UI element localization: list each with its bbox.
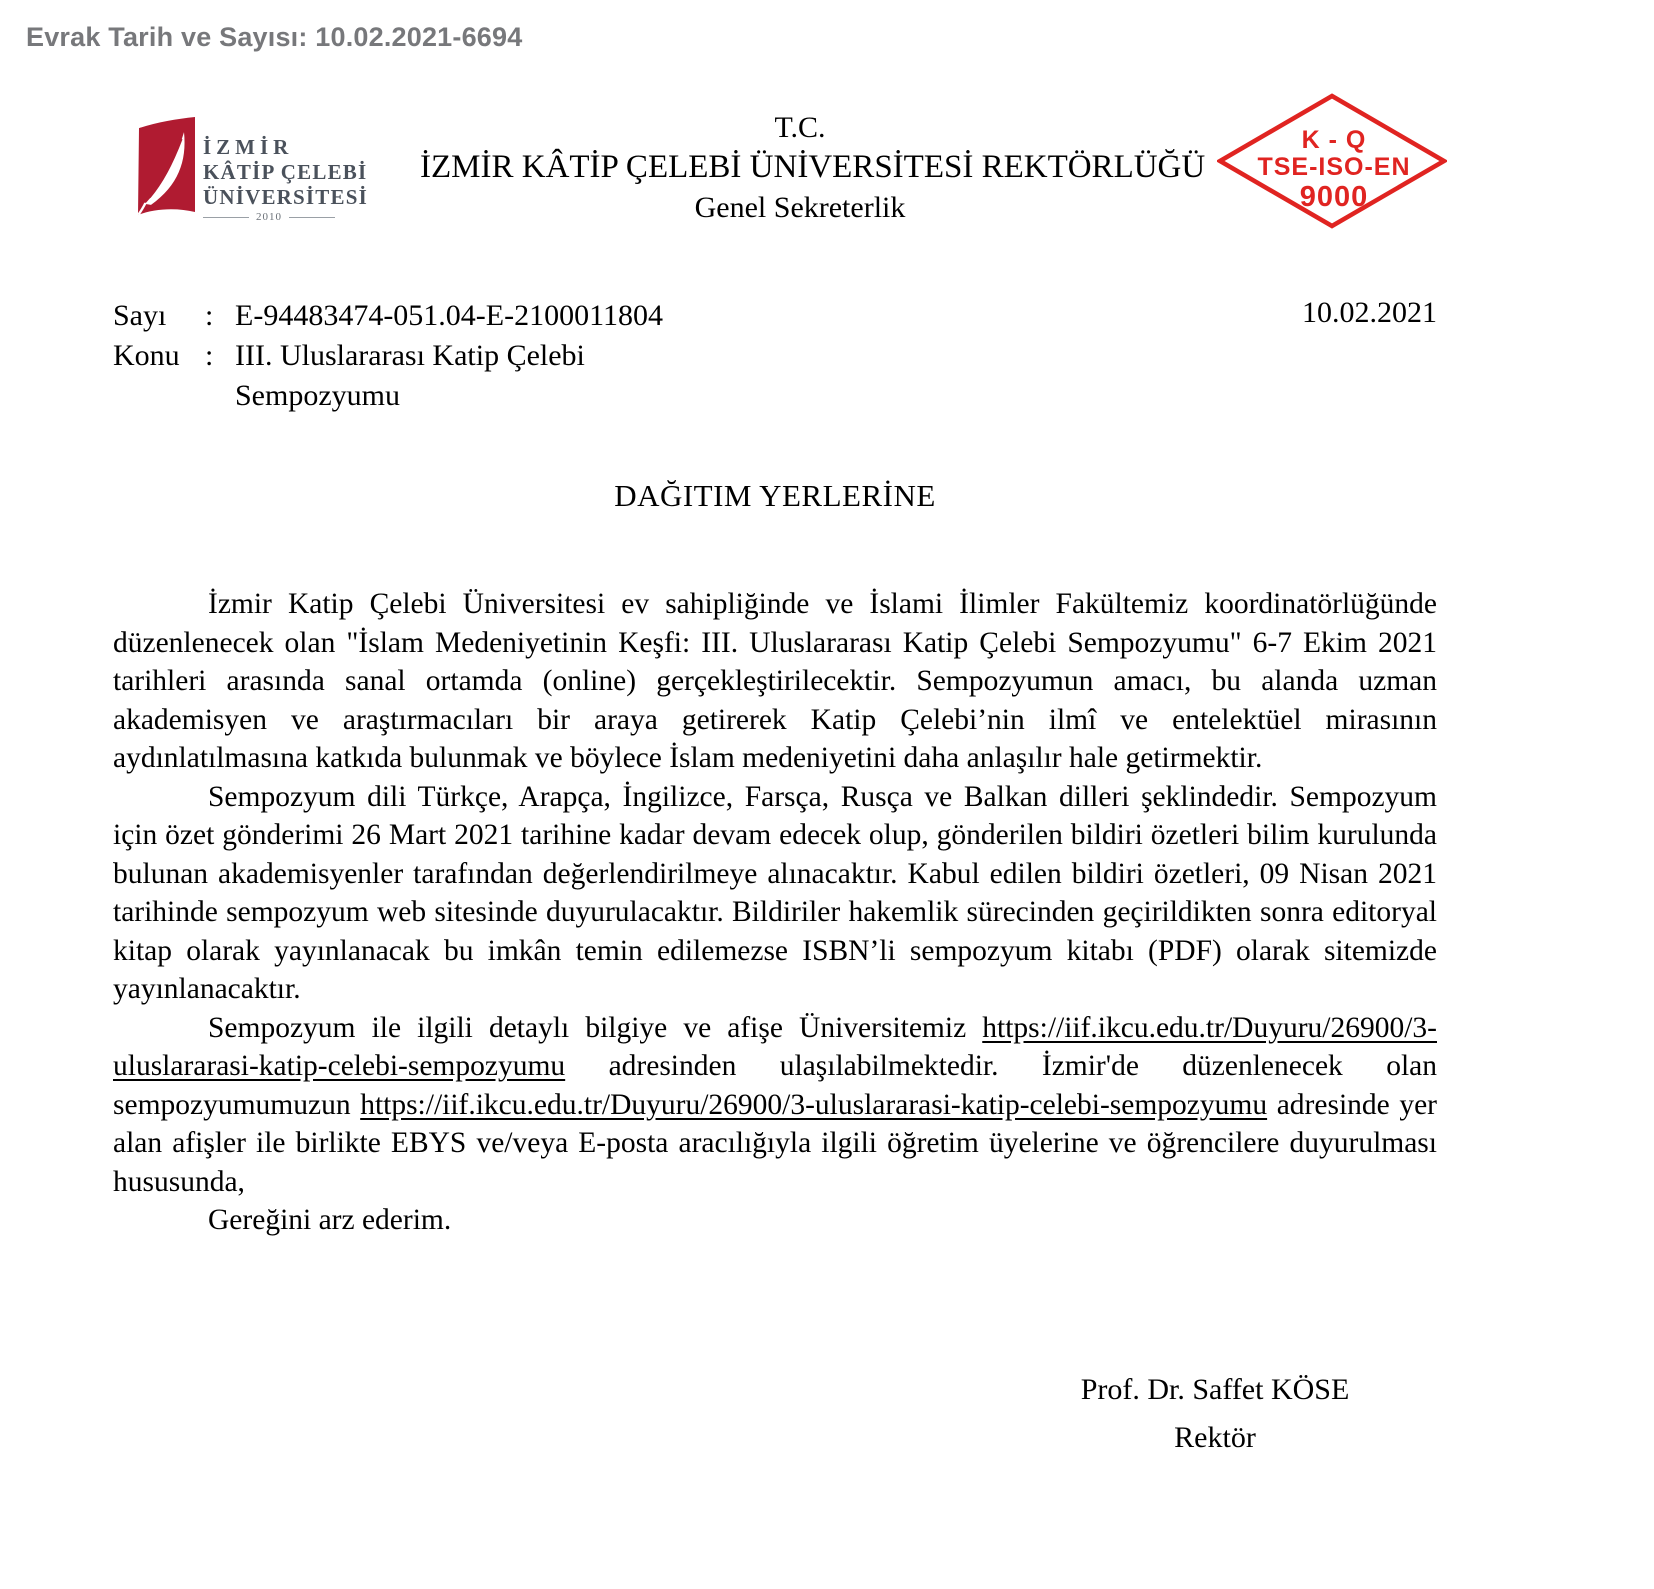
letterhead-institution: İZMİR KÂTİP ÇELEBİ ÜNİVERSİTESİ REKTÖRLÜĞÜ: [420, 149, 1206, 185]
paragraph-3: [113, 1009, 1437, 1202]
colon: :: [205, 339, 214, 372]
symposium-url-link-1[interactable]: https://iif.ikcu.edu.tr/Duyuru/26900/3-uluslararasi-katip-celebi-sempozyumu: [113, 1011, 1437, 1082]
reference-block: [113, 296, 663, 416]
paragraph-3-text-3: adresinde yer alan afişler ile birlikte EBYS ve/veya E-posta aracılığıyla ilgili öğretim üyelerine ve öğrencilere duyurulması hususunda,: [113, 1088, 1437, 1198]
paragraph-3-text-1: Sempozyum ile ilgili detaylı bilgiye ve afişe Üniversitemiz: [208, 1011, 983, 1044]
tse-badge-line-1: K - Q: [1301, 126, 1367, 154]
tse-badge-line-2: TSE-ISO-EN: [1257, 153, 1411, 181]
signer-title: Rektör: [1174, 1421, 1256, 1454]
tse-badge-line-3: 9000: [1299, 181, 1369, 213]
letterhead: [420, 110, 1206, 228]
colon: :: [205, 299, 214, 332]
konu-value-line-1: III. Uluslararası Katip Çelebi: [235, 339, 585, 372]
konu-row: [113, 336, 663, 416]
logo-year-label: 2010: [256, 211, 282, 223]
letterhead-tc: T.C.: [774, 111, 826, 144]
divider: [289, 217, 335, 218]
paragraph-1: İzmir Katip Çelebi Üniversitesi ev sahipliğinde ve İslami İlimler Fakültemiz koordinatörlüğünde düzenlenecek olan "İslam Medeniyetinin Keşfi: III. Uluslararası Katip Çelebi Sempozyumu" 6-7 Ekim 2021 tarihleri arasında sanal ortamda (online) gerçekleştirilecektir. Sempozyumun amacı, bu alanda uzman akademisyen ve araştırmacıları bir araya getirerek Katip Çelebi’nin ilmî ve entelektüel mirasının aydınlatılmasına katkıda bulunmak ve böylece İslam medeniyetini daha anlaşılır hale getirmektir.: [113, 588, 1437, 774]
closing-line: Gereğini arz ederim.: [208, 1204, 452, 1236]
logo-line-1: İZMİR: [203, 135, 294, 159]
letter-date: 10.02.2021: [1302, 296, 1437, 329]
sayi-row: [113, 296, 663, 336]
letterhead-department: Genel Sekreterlik: [694, 191, 906, 224]
university-logo-text: [203, 135, 368, 210]
tse-iso-9000-badge: [1217, 93, 1447, 229]
signer-name: Prof. Dr. Saffet KÖSE: [1080, 1373, 1350, 1406]
konu-value-line-2: Sempozyumu: [235, 379, 400, 412]
letter-body: [113, 585, 1437, 1240]
paragraph-3-text-2: adresinden ulaşılabilmektedir. İzmir'de düzenlenecek olan sempozyumumuzun: [113, 1050, 1437, 1121]
sayi-value: E-94483474-051.04-E-2100011804: [235, 299, 663, 332]
symposium-url-link-2[interactable]: https://iif.ikcu.edu.tr/Duyuru/26900/3-uluslararasi-katip-celebi-sempozyumu: [360, 1088, 1268, 1121]
university-logo: [138, 115, 418, 245]
paragraph-2: Sempozyum dili Türkçe, Arapça, İngilizce, Farsça, Rusça ve Balkan dilleri şeklindedir. Sempozyum için özet gönderimi 26 Mart 2021 tarihine kadar devam edecek olup, gönderilen bildiri özetleri bilim kurulunda bulunan akademisyenler tarafından değerlendirilmeye alınacaktır. Kabul edilen bildiri özetleri, 09 Nisan 2021 tarihinde sempozyum web sitesinde duyurulacaktır. Bildiriler hakemlik sürecinden geçirildikten sonra editoryal kitap olarak yayınlanacak bu imkân temin edilemezse ISBN’li sempozyum kitabı (PDF) olarak sitemizde yayınlanacaktır.: [113, 780, 1437, 1005]
document-date-number: Evrak Tarih ve Sayısı: 10.02.2021-6694: [26, 22, 523, 52]
konu-label: Konu: [113, 339, 180, 372]
recipient-heading: DAĞITIM YERLERİNE: [614, 478, 936, 513]
divider: [203, 217, 249, 218]
logo-line-2: KÂTİP ÇELEBİ: [203, 160, 368, 184]
logo-founding-year: [203, 211, 335, 223]
logo-line-3: ÜNİVERSİTESİ: [203, 185, 368, 209]
signature-block: [990, 1366, 1440, 1462]
quill-book-icon: [138, 117, 196, 218]
sayi-label: Sayı: [113, 299, 167, 332]
